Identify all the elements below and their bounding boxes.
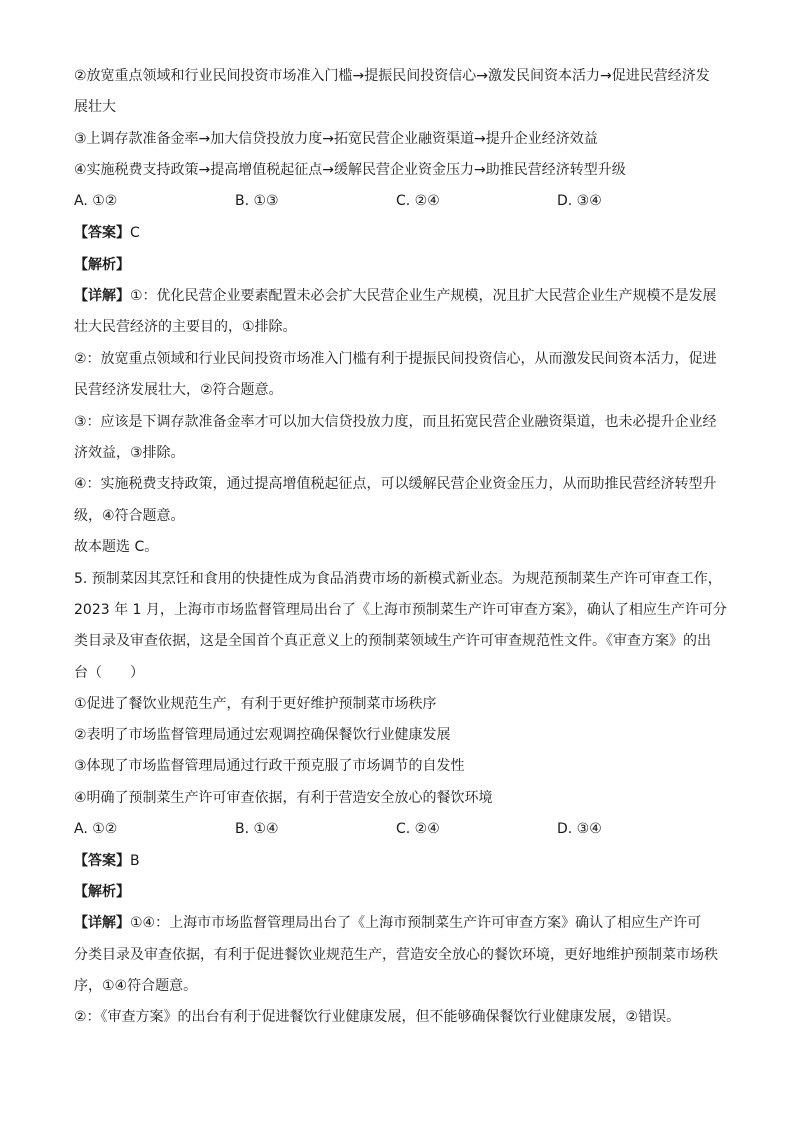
detail-4-line-1: ④：实施税费支持政策，通过提高增值税起征点，可以缓解民营企业资金压力，从而助推民营经济转型升 [74, 476, 717, 492]
detail-3-line-2: 济效益，③排除。 [74, 445, 185, 461]
q5-choice-a: A. ①② [74, 821, 118, 837]
q5-answer-value: B [130, 853, 140, 869]
q5-analysis-tag: 【解析】 [74, 884, 130, 900]
choice-a: A. ①② [74, 193, 118, 209]
q5-detail-1-text: ①④：上海市市场监督管理局出台了《上海市预制菜生产许可审查方案》确认了相应生产许可 [130, 915, 702, 931]
q5-detail-tag: 【详解】 [74, 915, 130, 931]
answer-line [74, 224, 724, 242]
q5-option-1: ①促进了餐饮业规范生产，有利于更好维护预制菜市场秩序 [74, 696, 437, 712]
question-5-stem-line-3: 类目录及审查依据，这是全国首个真正意义上的预制菜领域生产许可审查规范性文件。《审查方案》的出 [74, 633, 711, 649]
option-4: ④实施税费支持政策→提高增值税起征点→缓解民营企业资金压力→助推民营经济转型升级 [74, 162, 626, 178]
q5-choice-b: B. ①④ [235, 821, 279, 837]
detail-4-line-2: 级，④符合题意。 [74, 508, 185, 524]
question-5-stem-line-2: 2023 年 1 月，上海市市场监督管理局出台了《上海市预制菜生产许可审查方案》，确认了相应生产许可分 [74, 602, 727, 618]
option-2-line-2: 展壮大 [74, 99, 116, 115]
q5-choice-c: C. ②④ [396, 821, 440, 837]
question-5-stem-line-1: 5. 预制菜因其烹饪和食用的快捷性成为食品消费市场的新模式新业态。为规范预制菜生产许可审查工作， [74, 571, 722, 587]
question-5-stem-line-4: 台（ ） [74, 665, 144, 681]
detail-3-line-1: ③：应该是下调存款准备金率才可以加大信贷投放力度，而且拓宽民营企业融资渠道，也未必提升企业经 [74, 414, 717, 430]
detail-1-line-2: 壮大民营经济的主要目的，①排除。 [74, 319, 297, 335]
q5-answer-tag: 【答案】 [74, 853, 130, 869]
detail-2-line-1: ②：放宽重点领域和行业民间投资市场准入门槛有利于提振民间投资信心，从而激发民间资本活力，促进 [74, 351, 717, 367]
q5-detail-1-line-1 [74, 914, 724, 932]
q5-detail-2-line-1: ②：《审查方案》的出台有利于促进餐饮行业健康发展，但不能够确保餐饮行业健康发展，②错误。 [74, 1009, 681, 1025]
analysis-tag: 【解析】 [74, 257, 130, 273]
conclusion: 故本题选 C。 [74, 539, 159, 555]
choice-b: B. ①③ [235, 193, 279, 209]
q5-option-3: ③体现了市场监督管理局通过行政干预克服了市场调节的自发性 [74, 758, 465, 774]
q5-detail-1-line-2: 分类目录及审查依据，有利于促进餐饮业规范生产，营造安全放心的餐饮环境，更好地维护预制菜市场秩 [74, 947, 718, 963]
q5-choice-d: D. ③④ [557, 821, 602, 837]
answer-choices [74, 192, 724, 210]
option-2-line-1: ②放宽重点领域和行业民间投资市场准入门槛→提振民间投资信心→激发民间资本活力→促进民营经济发 [74, 68, 710, 84]
q5-answer-line [74, 852, 724, 870]
detail-tag: 【详解】 [74, 288, 130, 304]
q5-answer-choices [74, 820, 724, 838]
q5-detail-1-line-3: 序，①④符合题意。 [74, 978, 198, 994]
q5-option-4: ④明确了预制菜生产许可审查依据，有利于营造安全放心的餐饮环境 [74, 790, 493, 806]
detail-1-line-1 [74, 287, 724, 305]
answer-value: C [130, 225, 140, 241]
answer-tag: 【答案】 [74, 225, 130, 241]
choice-d: D. ③④ [557, 193, 602, 209]
q5-option-2: ②表明了市场监督管理局通过宏观调控确保餐饮行业健康发展 [74, 727, 451, 743]
detail-2-line-2: 民营经济发展壮大，②符合题意。 [74, 382, 283, 398]
choice-c: C. ②④ [396, 193, 440, 209]
detail-1-text: ①：优化民营企业要素配置未必会扩大民营企业生产规模，况且扩大民营企业生产规模不是发展 [130, 288, 717, 304]
option-3: ③上调存款准备金率→加大信贷投放力度→拓宽民营企业融资渠道→提升企业经济效益 [74, 131, 598, 147]
